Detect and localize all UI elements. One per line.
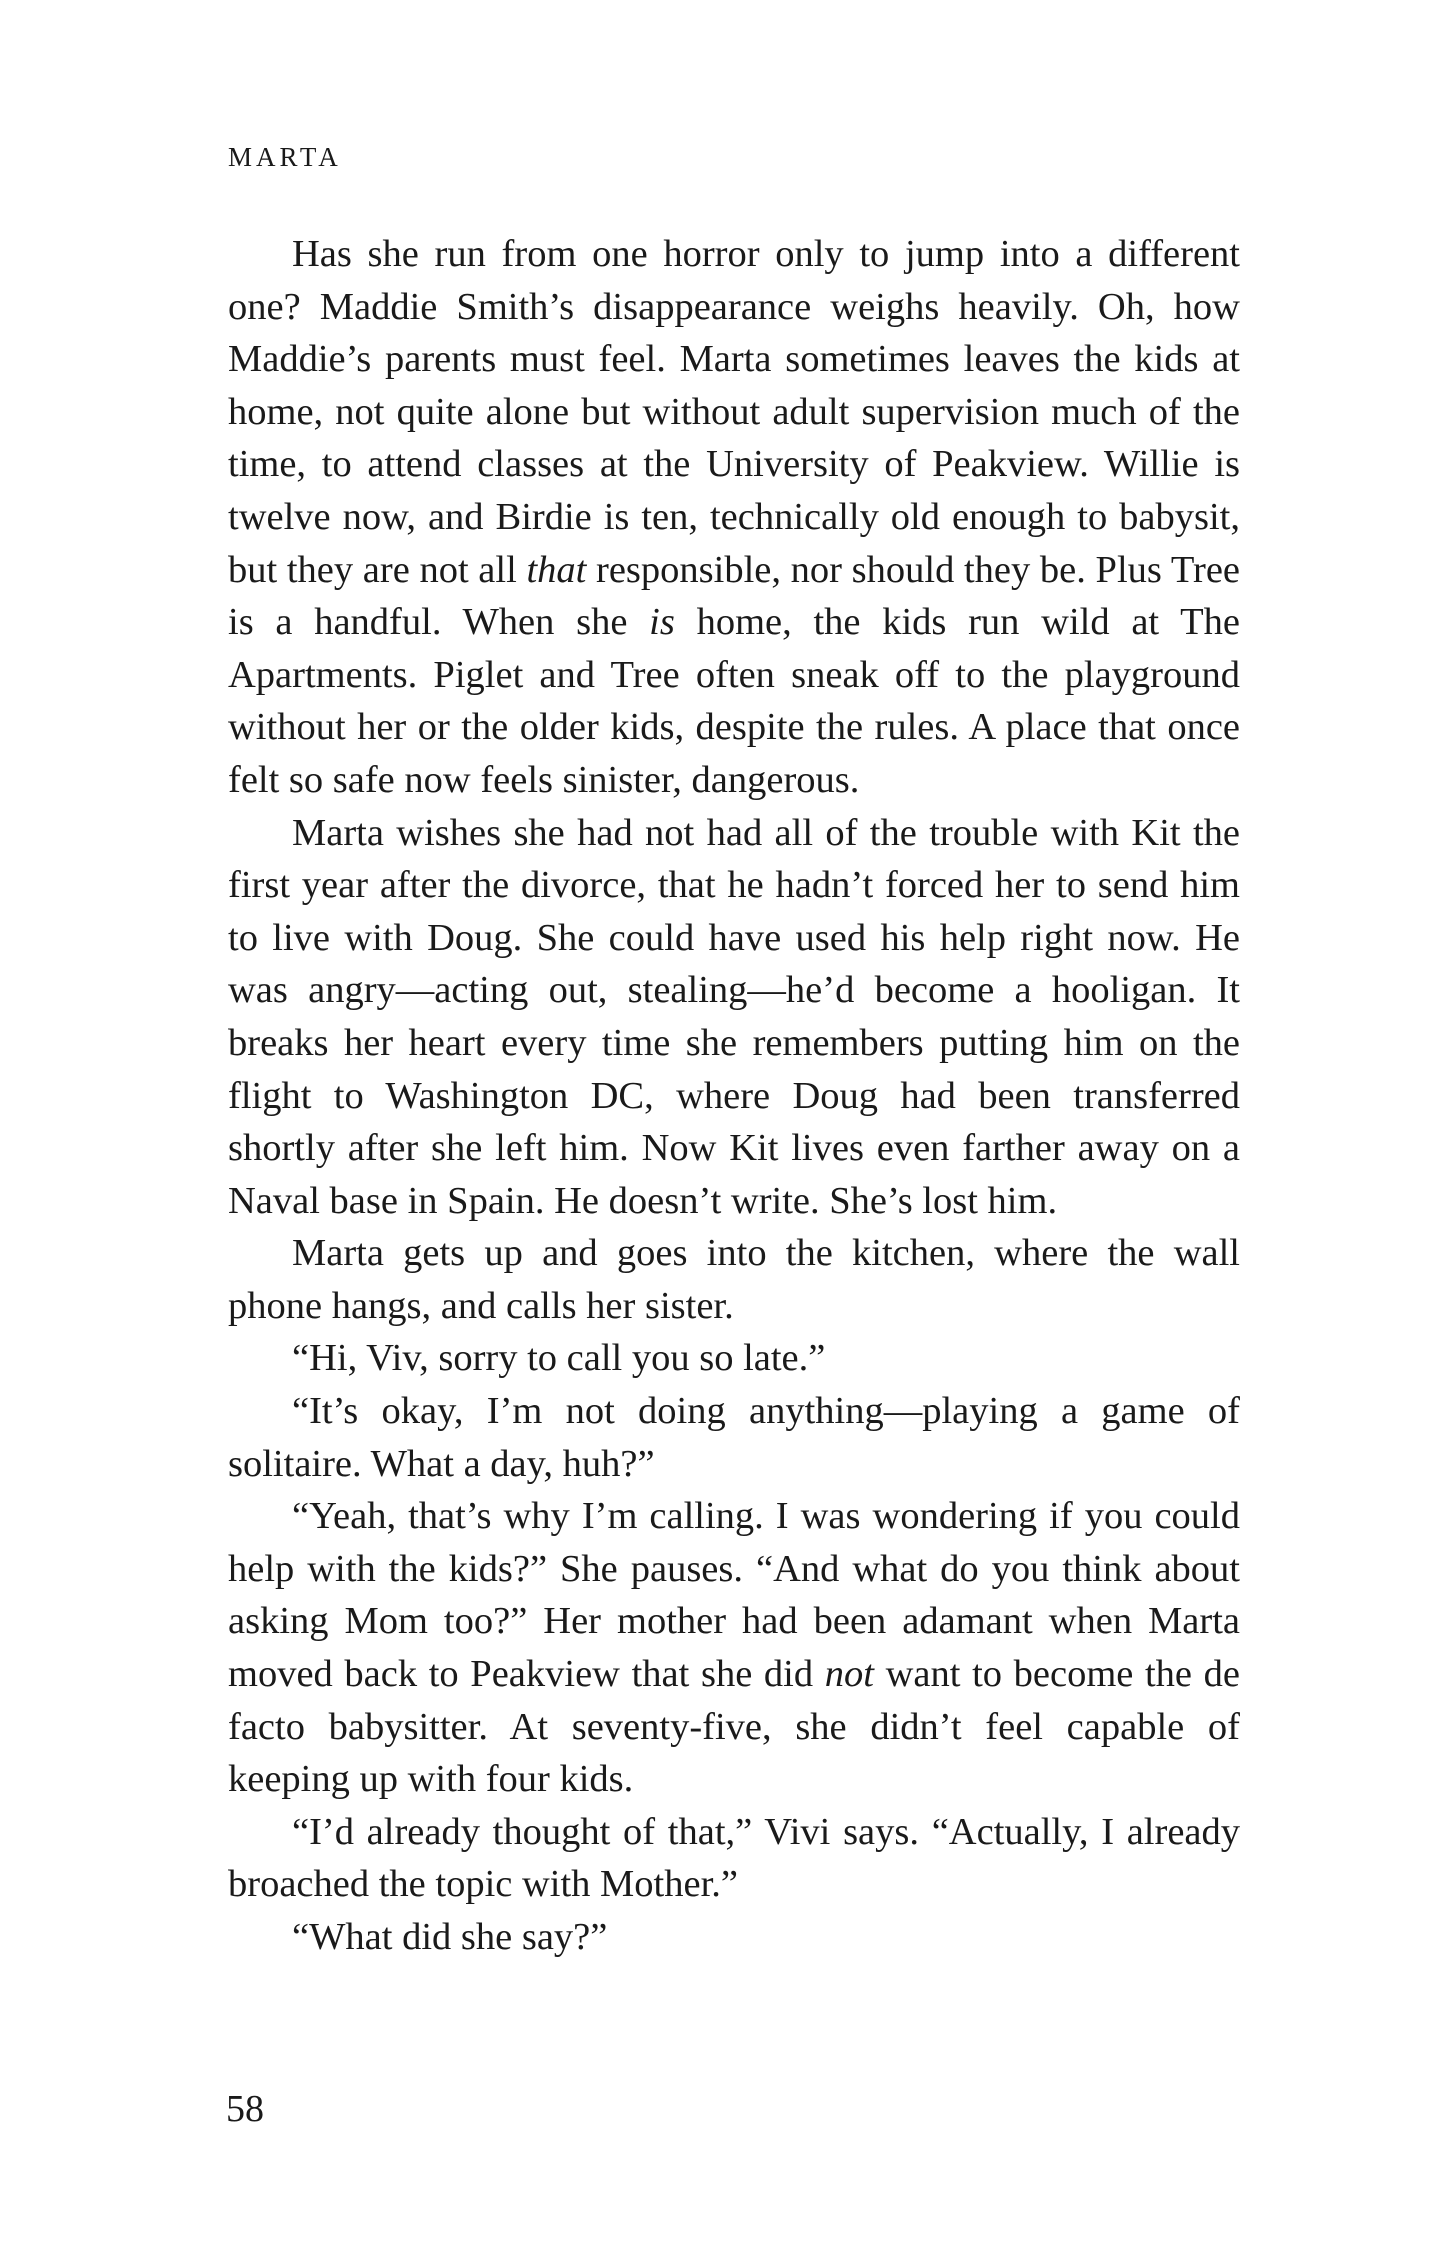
text-run: Has she run from one horror only to jump into a different one? Maddie Smith’s disappearance weighs heavily. Oh, how Maddie’s parents must feel. Marta sometimes leaves the kids at home, not quite alone but without adult supervision much of the time, to attend classes at the University of Peakview. Willie is twelve now, and Birdie is ten, technically old enough to babysit, but they are not all [228,233,1240,591]
text-run: responsible, nor should they be. Plus Tree is a handful. When she [228,548,1240,644]
italic-text: that [526,548,587,591]
italic-text: not [824,1653,874,1696]
text-run: Marta wishes she had not had all of the trouble with Kit the first year after the divorce, that he hadn’t forced her to send him to live with Doug. She could have used his help right now. He was angry—acting out, stealing—he’d become a hooligan. It breaks her heart every time she remembers putting him on the flight to Washington DC, where Doug had been transferred shortly after she left him. Now Kit lives even farther away on a Naval base in Spain. He doesn’t write. She’s lost him. [228,811,1240,1222]
paragraph [228,228,1240,807]
text-run: Marta gets up and goes into the kitchen, where the wall phone hangs, and calls her sister. [228,1232,1240,1327]
italic-text: is [649,601,675,644]
paragraph [228,1490,1240,1806]
running-head: MARTA [228,142,342,172]
body-text [228,228,1240,1964]
text-run: want to become the de facto babysitter. At seventy-five, she didn’t feel capable of keeping up with four kids. [228,1653,1240,1801]
text-run: “It’s okay, I’m not doing anything—playing a game of solitaire. What a day, huh?” [228,1390,1240,1485]
paragraph [228,1332,1240,1385]
text-run: “I’d already thought of that,” Vivi says. “Actually, I already broached the topic with Mother.” [228,1810,1240,1906]
text-run: “Yeah, that’s why I’m calling. I was wondering if you could help with the kids?” She pauses. “And what do you think about asking Mom too?” Her mother had been adamant when Marta moved back to Peakview that she did [228,1495,1240,1696]
paragraph [228,807,1240,1228]
text-run: “Hi, Viv, sorry to call you so late.” [292,1337,826,1380]
text-run: home, the kids run wild at The Apartments. Piglet and Tree often sneak off to the playground without her or the older kids, despite the rules. A place that once felt so safe now feels sinister, dangerous. [228,601,1240,801]
page-number: 58 [226,2088,264,2130]
paragraph [228,1385,1240,1490]
text-run: “What did she say?” [292,1916,608,1958]
paragraph [228,1911,1240,1964]
paragraph [228,1227,1240,1332]
paragraph [228,1806,1240,1911]
